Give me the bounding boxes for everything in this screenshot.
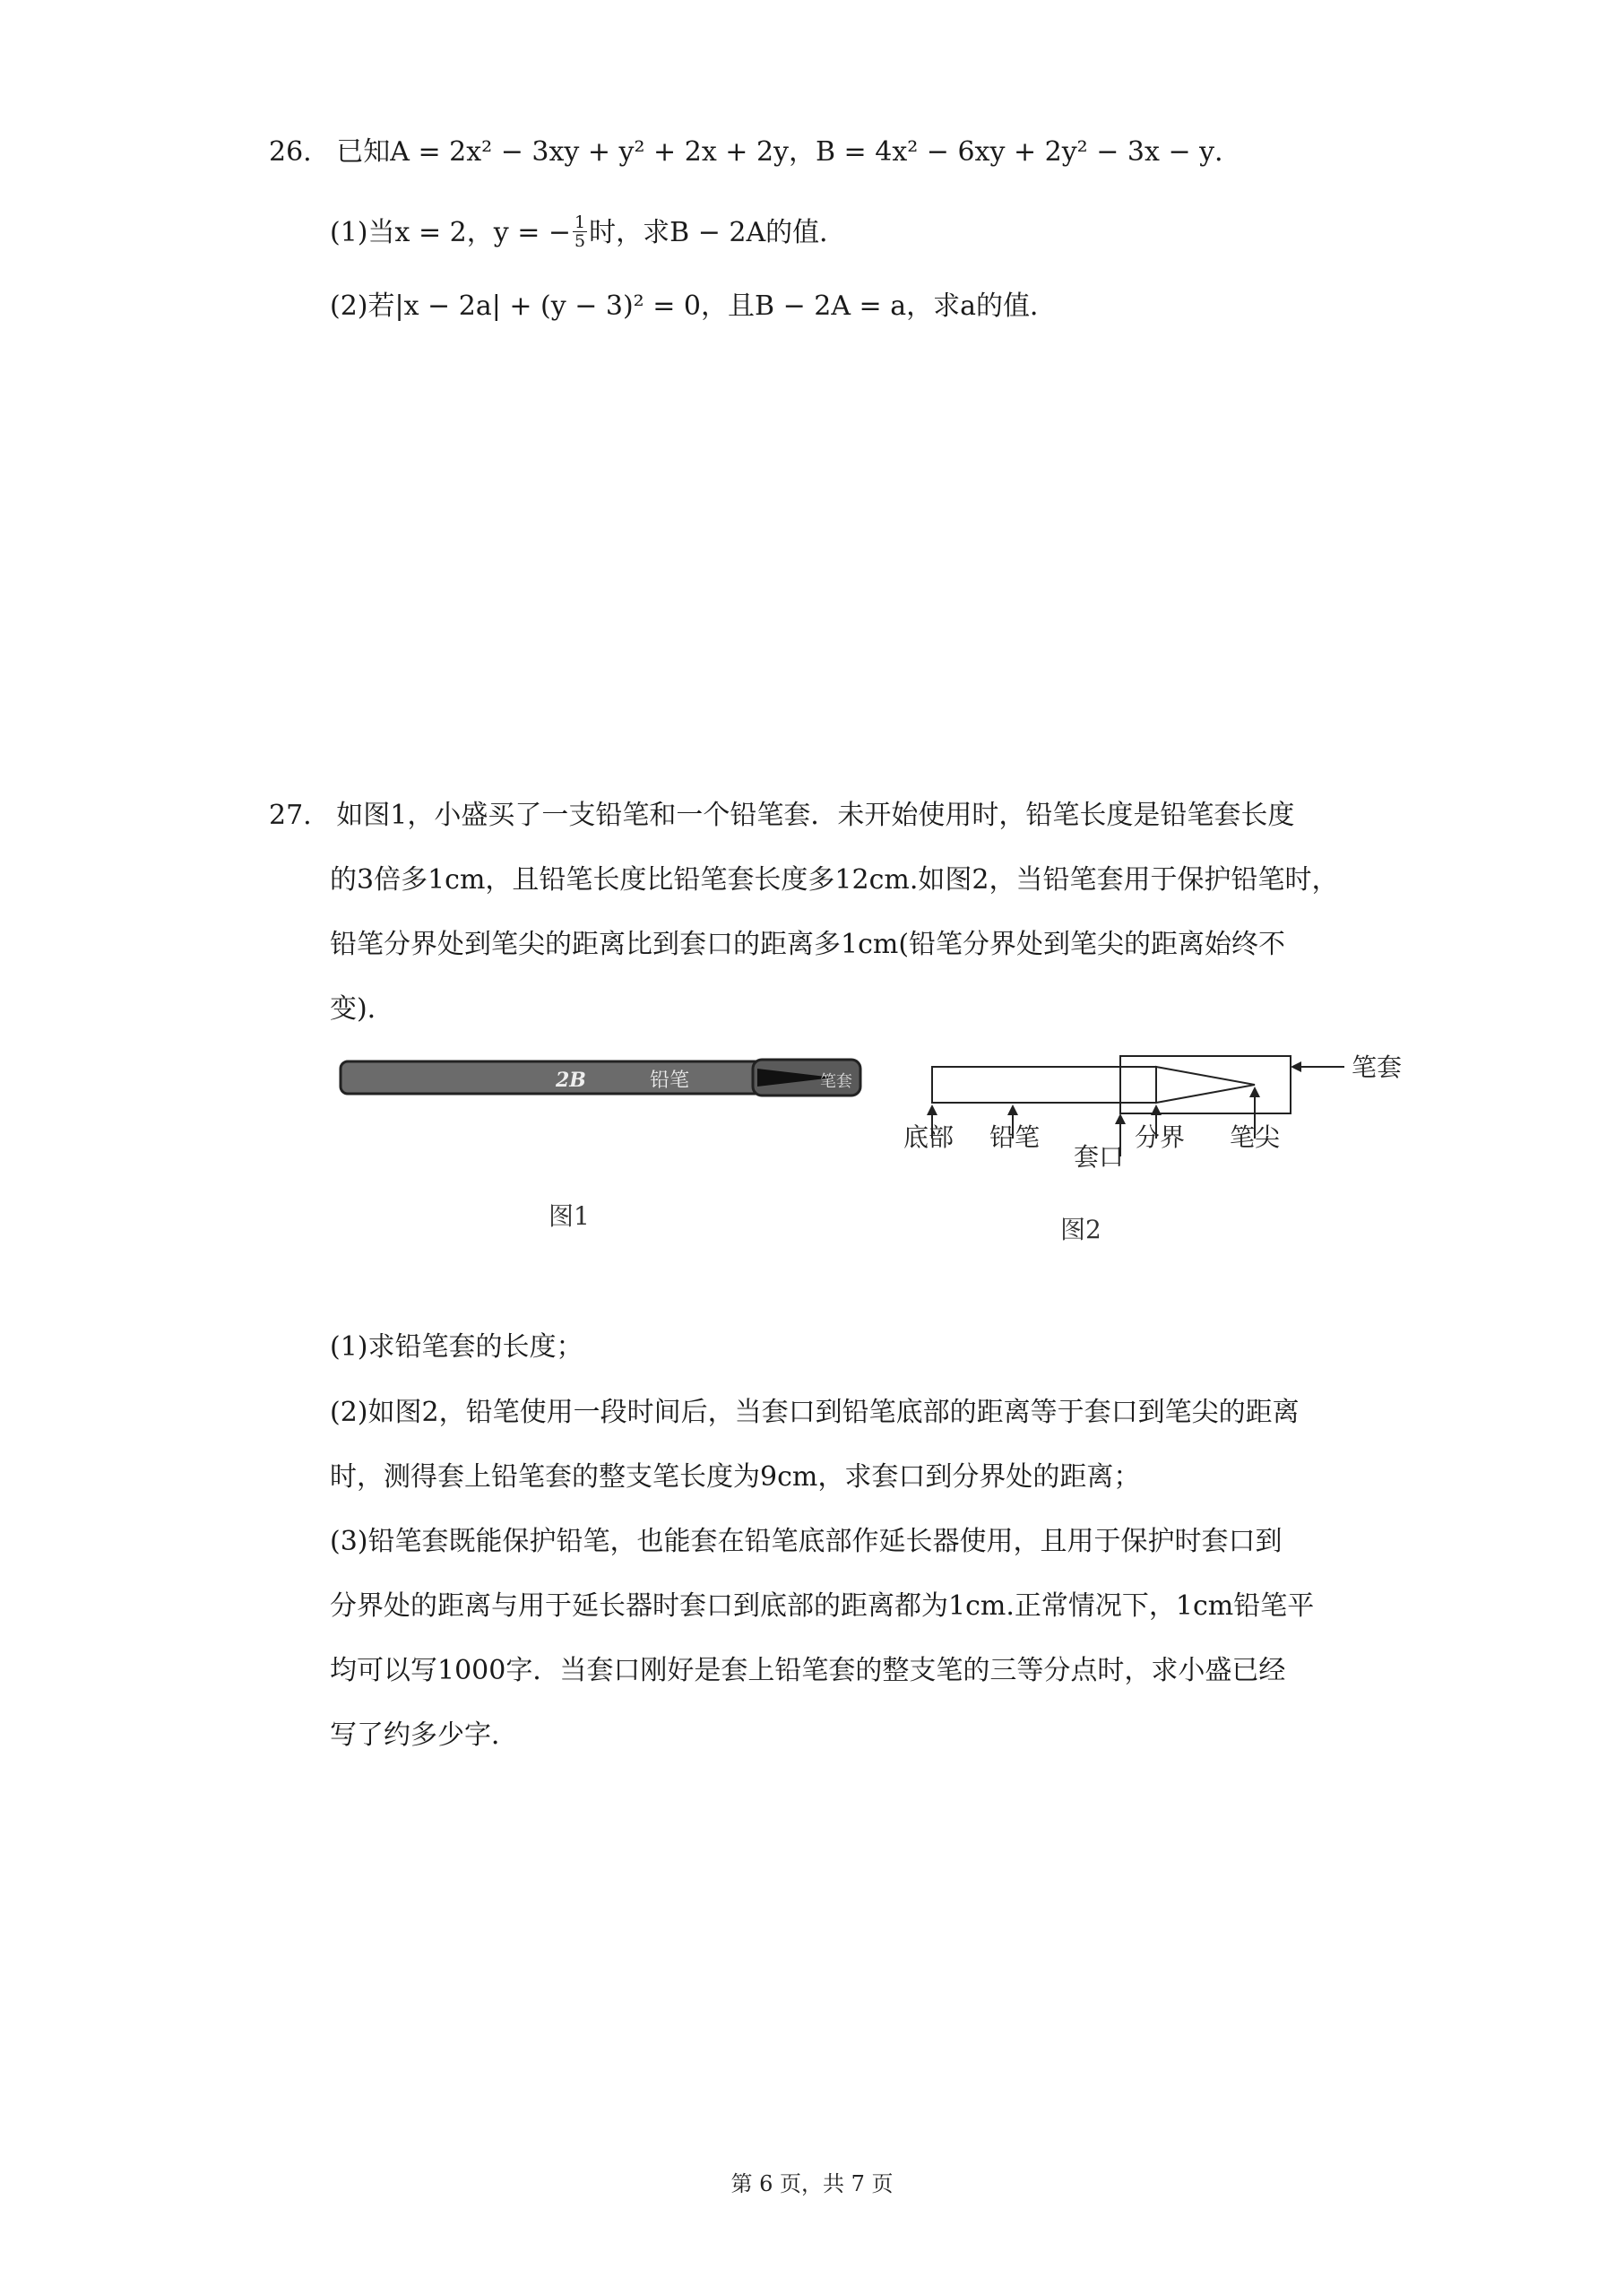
label-tip-text: 笔尖 (1230, 1122, 1281, 1152)
question-27-line4: 变)． (330, 993, 394, 1025)
question-27-line1 (269, 798, 1294, 834)
question-27-part3-line3: 均可以写1000字．当套口刚好是套上铅笔套的整支笔的三等分点时，求小盛已经 (330, 1655, 1286, 1686)
part1-suffix: 时，求B − 2A的值． (589, 217, 847, 248)
question-27-part3-line4: 写了约多少字． (330, 1719, 518, 1751)
question-27-line3: 铅笔分界处到笔尖的距离比到套口的距离多1cm(铅笔分界处到笔尖的距离始终不 (330, 929, 1286, 960)
figure-1-pencil (332, 1049, 887, 1112)
question-26-part1 (330, 212, 847, 253)
pencil-arrowhead (1007, 1104, 1018, 1115)
question-26 (269, 134, 1241, 170)
fraction-numerator: 1 (574, 212, 586, 232)
tip-arrowhead (1249, 1087, 1260, 1097)
diagram-tip (1156, 1067, 1255, 1103)
pencil-body (341, 1061, 762, 1094)
pencil-grade-text: 2B (556, 1069, 586, 1092)
fraction-one-fifth (573, 213, 587, 250)
label-pencil-text: 铅笔 (989, 1122, 1041, 1152)
question-27-part1: (1)求铅笔套的长度； (330, 1331, 583, 1363)
label-cap-text: 笔套 (1352, 1052, 1403, 1082)
diagram-pencil-body (932, 1067, 1156, 1103)
question-27-number: 27. (269, 800, 312, 831)
cap-label-text: 笔套 (820, 1072, 852, 1091)
question-27-text1: 如图1，小盛买了一支铅笔和一个铅笔套．未开始使用时，铅笔长度是铅笔套长度 (336, 800, 1295, 831)
figure-2-diagram (896, 1040, 1434, 1201)
question-26-stem: 已知A = 2x² − 3xy + y² + 2x + 2y，B = 4x² − 6xy + 2y² − 3x − y． (336, 136, 1242, 168)
pencil-label-text: 铅笔 (650, 1070, 690, 1092)
question-27-line2: 的3倍多1cm，且铅笔长度比铅笔套长度多12cm.如图2，当铅笔套用于保护铅笔时， (330, 864, 1339, 896)
label-mouth-text: 套口 (1074, 1142, 1125, 1172)
part1-prefix: (1)当x = 2，y = − (330, 217, 572, 248)
question-27-part3-line2: 分界处的距离与用于延长器时套口到底部的距离都为1cm.正常情况下，1cm铅笔平 (330, 1590, 1315, 1622)
figure-2-caption: 图2 (1060, 1215, 1101, 1244)
question-26-part2: (2)若|x − 2a| + (y − 3)² = 0，且B − 2A = a，求a的值． (330, 290, 1057, 322)
question-27-part3-line1: (3)铅笔套既能保护铅笔，也能套在铅笔底部作延长器使用，且用于保护时套口到 (330, 1526, 1283, 1557)
boundary-arrowhead (1151, 1104, 1162, 1115)
fraction-denominator: 5 (574, 230, 586, 251)
question-26-number: 26. (269, 136, 312, 168)
page-footer: 第 6 页，共 7 页 (730, 2171, 894, 2196)
question-27-part2-line1: (2)如图2，铅笔使用一段时间后，当套口到铅笔底部的距离等于套口到笔尖的距离 (330, 1397, 1300, 1428)
question-27-part2-line2: 时，测得套上铅笔套的整支笔长度为9cm，求套口到分界处的距离； (330, 1461, 1141, 1493)
mouth-arrowhead (1115, 1113, 1126, 1124)
cap-arrowhead (1291, 1061, 1301, 1072)
figure-1-caption: 图1 (549, 1201, 590, 1231)
bottom-arrowhead (927, 1104, 937, 1115)
label-bottom-text: 底部 (903, 1122, 955, 1152)
label-boundary-text: 分界 (1135, 1122, 1186, 1152)
